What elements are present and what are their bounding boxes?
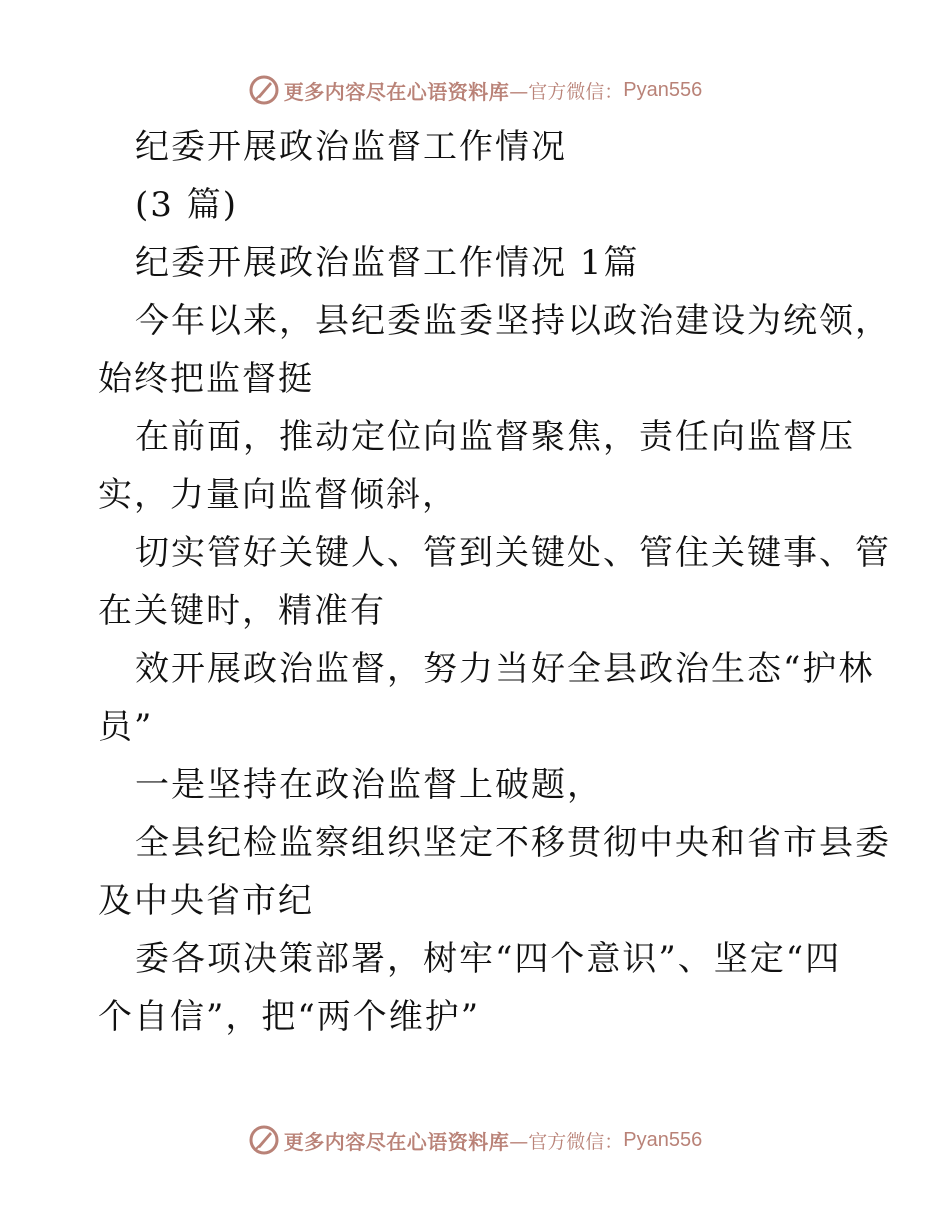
watermark-sub-text: —官方微信： <box>509 80 624 103</box>
watermark-sub-text: —官方微信： <box>509 1130 624 1153</box>
paragraph-line: 个自信”，把“两个维护” <box>98 997 481 1037</box>
watermark-wechat-id: Pyan556 <box>623 1128 703 1151</box>
paragraph-line: 委各项决策部署，树牢“四个意识”、坚定“四 <box>135 939 842 979</box>
paragraph-line: 在前面，推动定位向监督聚焦，责任向监督压 <box>135 417 855 457</box>
watermark-main-text: 更多内容尽在心语资料库 <box>283 1129 510 1154</box>
document-title: 纪委开展政治监督工作情况 <box>135 127 567 167</box>
paragraph-line: 员” <box>98 707 154 747</box>
paragraph-line: 今年以来，县纪委监委坚持以政治建设为统领， <box>135 301 891 341</box>
paragraph-line: 一是坚持在政治监督上破题， <box>135 765 603 805</box>
watermark-main-text: 更多内容尽在心语资料库 <box>283 79 510 104</box>
feather-pen-logo-icon <box>248 1124 280 1156</box>
paragraph-line: 及中央省市纪 <box>98 881 314 921</box>
header-watermark <box>0 72 950 108</box>
document-subtitle-count: (3 篇) <box>135 185 238 225</box>
footer-watermark <box>0 1122 950 1158</box>
paragraph-line: 始终把监督挺 <box>98 359 314 399</box>
paragraph-line: 在关键时，精准有 <box>98 591 386 631</box>
watermark-wechat-id: Pyan556 <box>623 78 703 101</box>
section-heading: 纪委开展政治监督工作情况 1篇 <box>135 243 640 283</box>
paragraph-line: 切实管好关键人、管到关键处、管住关键事、管 <box>135 533 891 573</box>
feather-pen-logo-icon <box>248 74 280 106</box>
paragraph-line: 全县纪检监察组织坚定不移贯彻中央和省市县委 <box>135 823 891 863</box>
paragraph-line: 效开展政治监督，努力当好全县政治生态“护林 <box>135 649 875 689</box>
paragraph-line: 实，力量向监督倾斜， <box>98 475 458 515</box>
